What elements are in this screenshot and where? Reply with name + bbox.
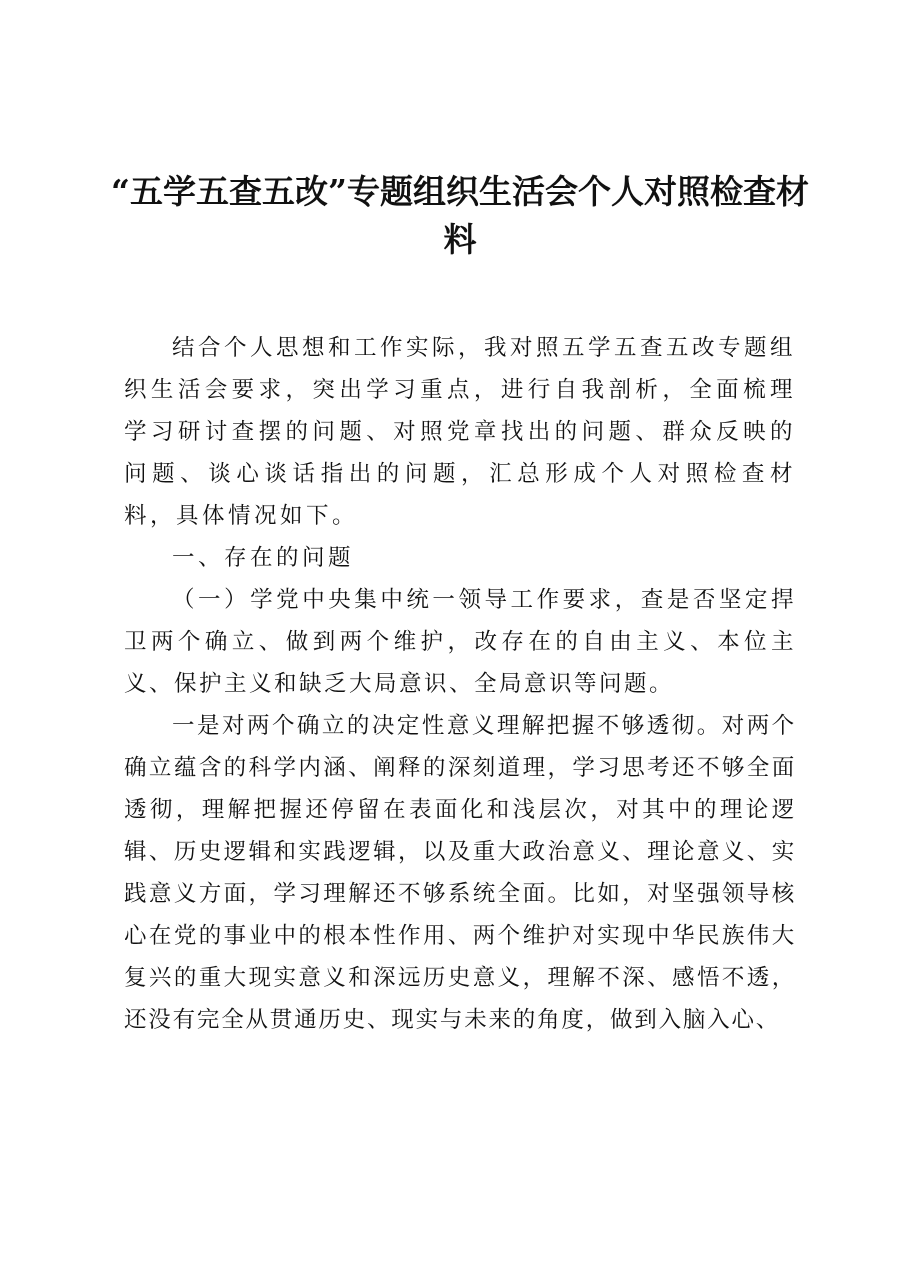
document-body bbox=[124, 327, 796, 1041]
intro-paragraph: 结合个人思想和工作实际，我对照五学五查五改专题组织生活会要求，突出学习重点，进行自我剖析，全面梳理学习研讨查摆的问题、对照党章找出的问题、群众反映的问题、谈心谈话指出的问题，汇总形成个人对照检查材料，具体情况如下。 bbox=[124, 335, 797, 529]
point-one-paragraph: 一是对两个确立的决定性意义理解把握不够透彻。对两个确立蕴含的科学内涵、阐释的深刻道理，学习思考还不够全面透彻，理解把握还停留在表面化和浅层次，对其中的理论逻辑、历史逻辑和实践逻辑，以及重大政治意义、理论意义、实践意义方面，学习理解还不够系统全面。比如，对坚强领导核心在党的事业中的根本性作用、两个维护对实现中华民族伟大复兴的重大现实意义和深远历史意义，理解不深、感悟不透，还没有完全从贯通历史、现实与未来的角度，做到入脑入心、 bbox=[124, 713, 796, 1033]
document-title: “五学五查五改”专题组织生活会个人对照检查材料 bbox=[111, 172, 809, 259]
subsection-heading-1: （一）学党中央集中统一领导工作要求，查是否坚定捍卫两个确立、做到两个维护，改存在的自由主义、本位主义、保护主义和缺乏大局意识、全局意识等问题。 bbox=[124, 587, 796, 697]
section-heading-problems: 一、存在的问题 bbox=[172, 545, 355, 571]
